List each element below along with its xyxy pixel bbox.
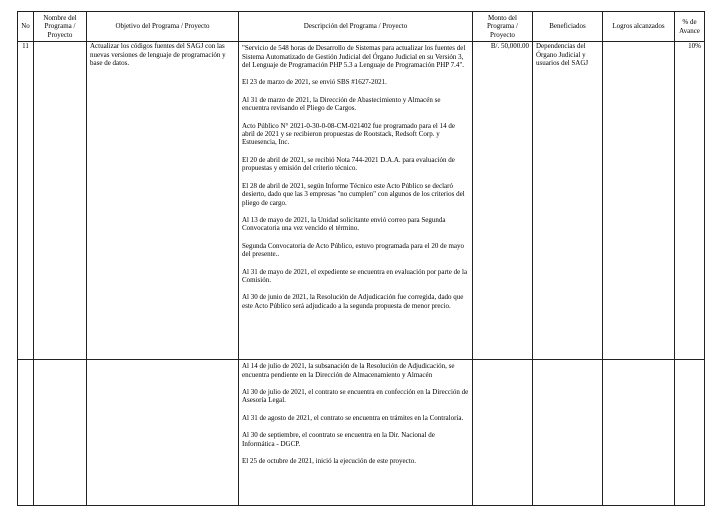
description-entry: Al 30 de julio de 2021, el contrato se encuentra en confección en la Dirección de Asesoría Legal. — [242, 388, 469, 405]
description-entry: Al 31 de mayo de 2021, el expediente se encuentra en evaluación por parte de la Comisión. — [242, 267, 468, 284]
table-row — [18, 360, 705, 506]
description-entry: El 25 de octubre de 2021, inició la ejecución de este proyecto. — [242, 457, 416, 466]
header-beneficiados: Beneficiados — [533, 12, 603, 42]
header-nombre: Nombre del Programa / Proyecto — [34, 12, 87, 42]
projects-table — [17, 11, 705, 506]
header-monto: Monto del Programa / Proyecto — [473, 12, 533, 42]
description-entry: Al 31 de agosto de 2021, el contrato se encuentra en trámites en la Contraloría. — [242, 413, 464, 422]
cell-avance: 10% — [675, 42, 705, 360]
description-entry: El 20 de abril de 2021, se recibió Nota 744-2021 D.A.A. para evaluación de propuestas y emisión del criterio técnico. — [242, 155, 455, 173]
header-avance: % de Avance — [675, 12, 705, 42]
cell-objetivo — [87, 360, 239, 506]
description-entry: El 23 de marzo de 2021, se envió SBS #1627-2021. — [242, 78, 387, 87]
cell-objetivo: Actualizar los códigos fuentes del SAGJ con las nuevas versiones de lenguaje de programación y base de datos. — [87, 42, 239, 360]
cell-descripcion — [239, 360, 473, 506]
cell-monto: B/. 50,000.00 — [473, 42, 533, 360]
cell-logros — [603, 42, 675, 360]
header-no: No — [18, 12, 34, 42]
description-entry: Segunda Convocatoria de Acto Público, estuvo programada para el 20 de mayo del presente.. — [242, 241, 464, 259]
description-entry: Al 30 de junio de 2021, la Resolución de Adjudicación fue corregida, dado que este Acto Público será adjudicado a la segunda propuesta de menor precio. — [242, 293, 464, 310]
header-logros: Logros alcanzados — [603, 12, 675, 42]
description-entry: Al 13 de mayo de 2021, la Unidad solicitante envió correo para Segunda Convocatoria una vez vencido el término. — [242, 215, 446, 233]
description-entry: Al 30 de septiembre, el coontrato se encuentra en la Dir. Nacional de Informática - DGCP. — [242, 431, 435, 448]
cell-beneficiados: Dependencias del Órgano Judicial y usuarios del SAGJ — [533, 42, 603, 360]
table-row — [18, 42, 705, 360]
description-entry: "Servicio de 548 horas de Desarrollo de Sistemas para actualizar los fuentes del Sistema Automatizado de Gestión Judicial del Órgano Judicial en su Versión 3, del Lenguaje de Programación PHP 5.3 a Lenguaje de Programación PHP 7.4". — [242, 44, 466, 70]
cell-logros — [603, 360, 675, 506]
description-entry: Al 31 de marzo de 2021, la Dirección de Abastecimiento y Almacén se encuentra revisando el Pliego de Cargos. — [242, 95, 441, 113]
cell-avance — [675, 360, 705, 506]
cell-monto — [473, 360, 533, 506]
description-entry: El 28 de abril de 2021, según Informe Técnico este Acto Público se declaró desierto, dado que las 3 empresas "no cumplen" con algunos de los criterios del pliego de cargo. — [242, 181, 465, 207]
cell-no — [18, 360, 34, 506]
cell-descripcion — [239, 42, 473, 360]
cell-nombre — [34, 42, 87, 360]
description-entry: Acto Público N° 2021-0-30-0-08-CM-021402 fue programado para el 14 de abril de 2021 y se recibieron propuestas de Rootstack, Redsoft Corp. y Estuesencia, Inc. — [242, 121, 455, 147]
cell-no: 11 — [18, 42, 34, 360]
cell-nombre — [34, 360, 87, 506]
cell-beneficiados — [533, 360, 603, 506]
table-header-row — [18, 12, 705, 42]
description-entry: Al 14 de julio de 2021, la subsanación de la Resolución de Adjudicación, se encuentra pendiente en la Dirección de Almacenamiento y Almacén — [242, 362, 455, 379]
header-descripcion: Descripción del Programa / Proyecto — [239, 12, 473, 42]
header-objetivo: Objetivo del Programa / Proyecto — [87, 12, 239, 42]
